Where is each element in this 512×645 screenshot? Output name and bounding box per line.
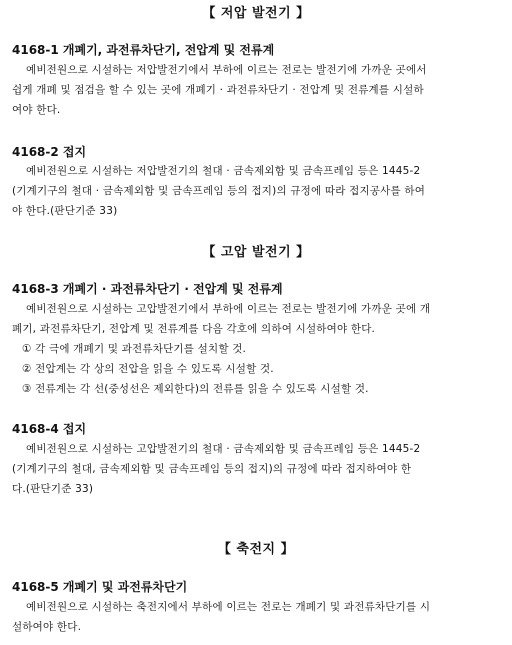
article-4168-1-line-3: 여야 한다. <box>12 104 61 116</box>
article-4168-2-line-1: 예비전원으로 시설하는 저압발전기의 철대 · 금속제외함 및 금속프레임 등은 1445-2 <box>26 165 421 177</box>
article-4168-5-line-2: 설하여야 한다. <box>12 621 82 633</box>
article-4168-3-item-2: ② 전압계는 각 상의 전압을 읽을 수 있도록 시설할 것. <box>22 363 274 375</box>
article-4168-4-line-2: (기계기구의 철대, 금속제외함 및 금속프레임 등의 접지)의 규정에 따라 접지하여야 한 <box>12 463 412 475</box>
section-heading-high-voltage: 【 고압 발전기 】 <box>202 245 310 260</box>
article-4168-4-line-3: 다.(판단기준 33) <box>12 483 94 495</box>
article-4168-3-line-1: 예비전원으로 시설하는 고압발전기에서 부하에 이르는 전로는 발전기에 가까운 곳에 개 <box>26 303 431 315</box>
article-4168-1-line-2: 쉽게 개폐 및 점검을 할 수 있는 곳에 개폐기 · 과전류차단기 · 전압계 및 전류계를 시설하 <box>12 84 424 96</box>
article-title-4168-2: 4168-2 접지 <box>12 145 87 159</box>
article-title-4168-1: 4168-1 개폐기, 과전류차단기, 전압계 및 전류계 <box>12 43 275 57</box>
article-4168-5-line-1: 예비전원으로 시설하는 축전지에서 부하에 이르는 전로는 개폐기 및 과전류차단기를 시 <box>26 601 431 613</box>
section-heading-battery: 【 축전지 】 <box>217 542 295 557</box>
article-title-4168-5: 4168-5 개폐기 및 과전류차단기 <box>12 580 188 594</box>
article-4168-4-line-1: 예비전원으로 시설하는 고압발전기의 철대 · 금속제외함 및 금속프레임 등은 1445-2 <box>26 443 421 455</box>
article-4168-3-item-3: ③ 전류계는 각 선(중성선은 제외한다)의 전류를 읽을 수 있도록 시설할 것. <box>22 383 369 395</box>
article-4168-2-line-3: 야 한다.(판단기준 33) <box>12 205 118 217</box>
article-4168-3-line-2: 폐기, 과전류차단기, 전압계 및 전류계를 다음 각호에 의하여 시설하여야 한다. <box>12 323 376 335</box>
article-4168-1-line-1: 예비전원으로 시설하는 저압발전기에서 부하에 이르는 전로는 발전기에 가까운 곳에서 <box>26 64 427 76</box>
article-4168-2-line-2: (기계기구의 철대 · 금속제외함 및 금속프레임 등의 접지)의 규정에 따라 접지공사를 하여 <box>12 185 426 197</box>
article-title-4168-3: 4168-3 개폐기 · 과전류차단기 · 전압계 및 전류계 <box>12 282 283 296</box>
section-heading-low-voltage: 【 저압 발전기 】 <box>202 6 310 21</box>
article-4168-3-item-1: ① 각 극에 개폐기 및 과전류차단기를 설치할 것. <box>22 343 247 355</box>
article-title-4168-4: 4168-4 접지 <box>12 422 87 436</box>
